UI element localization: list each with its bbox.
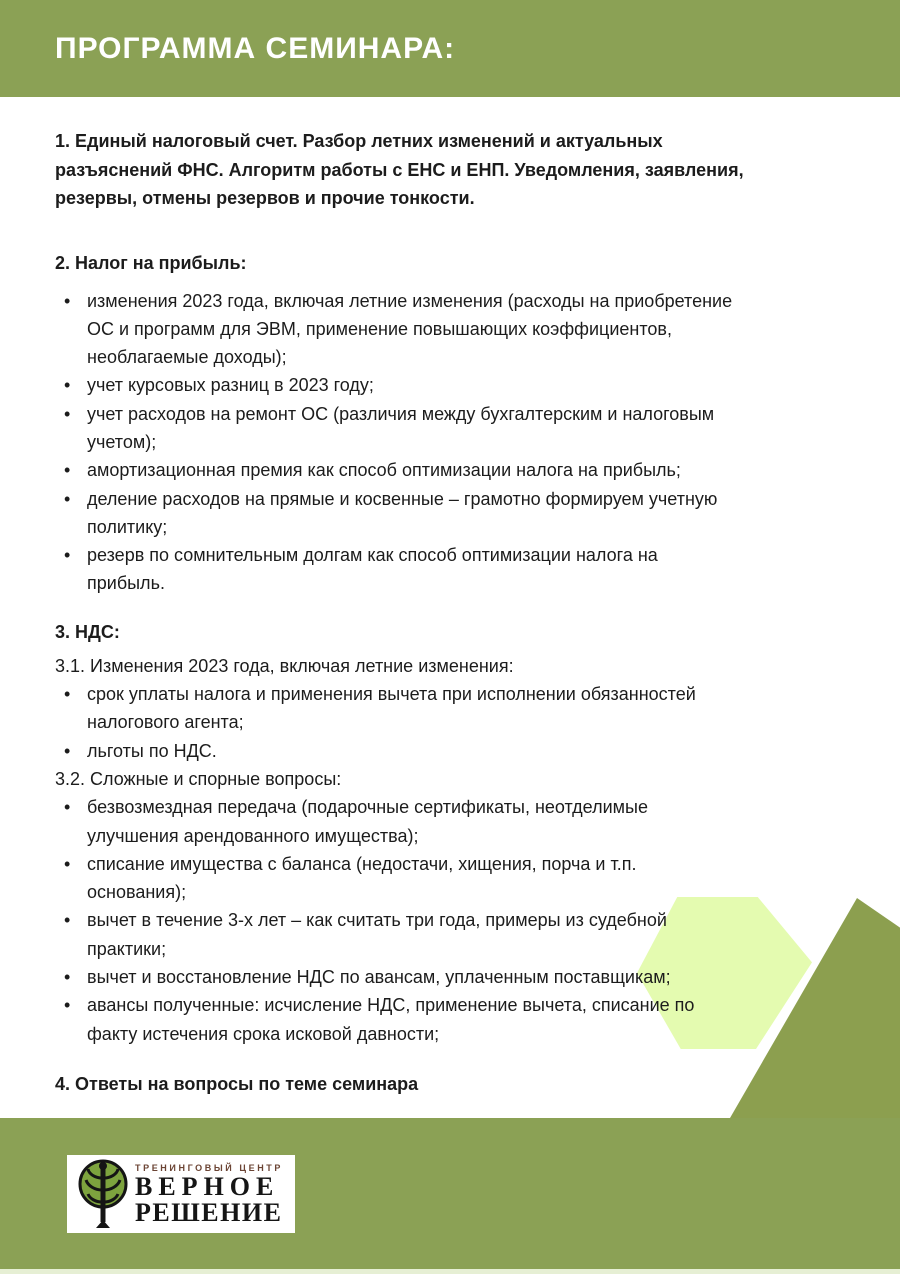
subsection-3-2-label: 3.2. Сложные и спорные вопросы:	[55, 768, 342, 789]
list-item: • изменения 2023 года, включая летние изменения (расходы на приобретение ОС и программ для ЭВМ, применение повышающих коэффициентов, необлагаемые доходы);	[55, 287, 735, 372]
list-item: • льготы по НДС.	[55, 737, 735, 765]
list-item: • резерв по сомнительным долгам как способ оптимизации налога на прибыль.	[55, 541, 735, 598]
list-item: • безвозмездная передача (подарочные сертификаты, неотделимые улучшения арендованного имущества);	[55, 793, 735, 850]
section-2-bullet-list	[55, 287, 735, 598]
subsection-3-1-bullet-list	[55, 680, 735, 765]
logo-name-line1: ВЕРНОЕ	[135, 1171, 280, 1201]
list-item: • вычет в течение 3-х лет – как считать три года, примеры из судебной практики;	[55, 906, 735, 963]
list-item: • учет курсовых разниц в 2023 году;	[55, 371, 735, 399]
company-logo	[67, 1155, 295, 1233]
subsection-3-2-bullet-list	[55, 793, 735, 1048]
section-3-heading: 3. НДС:	[55, 621, 120, 642]
tree-icon	[75, 1158, 131, 1230]
section-4-heading: 4. Ответы на вопросы по теме семинара	[55, 1073, 419, 1094]
list-item: • вычет и восстановление НДС по авансам, уплаченным поставщикам;	[55, 963, 735, 991]
header-bar	[0, 0, 900, 97]
list-item: • срок уплаты налога и применения вычета при исполнении обязанностей налогового агента;	[55, 680, 735, 737]
footer-light-strip	[0, 1269, 900, 1274]
logo-name-line2: РЕШЕНИЕ	[135, 1197, 283, 1227]
list-item: • учет расходов на ремонт ОС (различия между бухгалтерским и налоговым учетом);	[55, 400, 735, 457]
list-item: • авансы полученные: исчисление НДС, применение вычета, списание по факту истечения срока исковой давности;	[55, 991, 735, 1048]
list-item: • списание имущества с баланса (недостачи, хищения, порча и т.п. основания);	[55, 850, 735, 907]
program-content	[55, 97, 800, 1098]
logo-text	[135, 1163, 283, 1226]
footer-bar	[0, 1118, 900, 1274]
list-item: • деление расходов на прямые и косвенные – грамотно формируем учетную политику;	[55, 485, 735, 542]
page-title: ПРОГРАММА СЕМИНАРА:	[55, 31, 456, 65]
list-item: • амортизационная премия как способ оптимизации налога на прибыль;	[55, 456, 735, 484]
logo-tagline: ТРЕНИНГОВЫЙ ЦЕНТР	[135, 1162, 284, 1173]
section-1-paragraph: 1. Единый налоговый счет. Разбор летних изменений и актуальных разъяснений ФНС. Алгоритм работы с ЕНС и ЕНП. Уведомления, заявления, резервы, отмены резервов и прочие тонкости.	[55, 131, 744, 208]
subsection-3-1-label: 3.1. Изменения 2023 года, включая летние изменения:	[55, 655, 514, 676]
section-2-heading: 2. Налог на прибыль:	[55, 252, 247, 273]
